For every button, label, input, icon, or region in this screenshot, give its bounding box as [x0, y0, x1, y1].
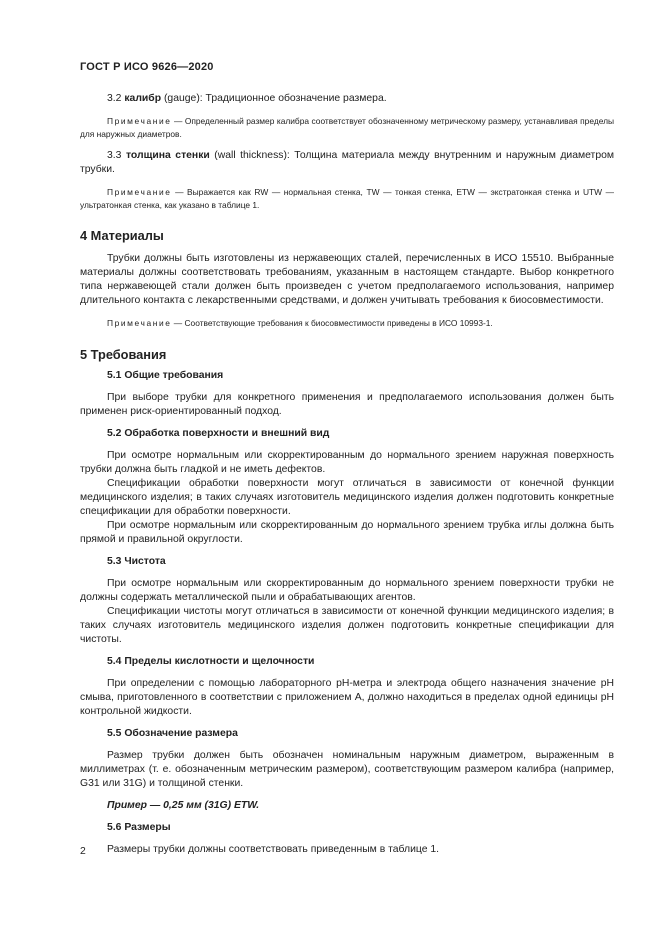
section-4-paragraph: Трубки должны быть изготовлены из нержавеющих сталей, перечисленных в ИСО 15510. Выбранные материалы должны соответствовать требованиям, указанным в настоящем стандарте. Выбор конкретного типа нержавеющей стали должен быть произведен с учетом предполагаемого использования, например длительного контакта с лекарственными средствами, и должен учитывать требования к биосовместимости. — [80, 253, 614, 306]
note-4-text: — Соответствующие требования к биосовместимости приведены в ИСО 10993-1. — [171, 318, 493, 328]
clause-3-2-definition: (gauge): Традиционное обозначение размера. — [161, 93, 387, 104]
subsection-5-4-paragraph: При определении с помощью лабораторного pH-метра и электрода общего назначения значение pH смыва, приготовленного в соответствии с приложением А, должно находиться в пределах одной единицы pH контрольной жидкости. — [80, 677, 614, 717]
subsection-5-5-paragraph: Размер трубки должен быть обозначен номинальным наружным диаметром, выраженным в миллиметрах (т. е. обозначенным метрическим размером), соответствующим размером калибра (например, G31 или 31G) и толщиной стенки. — [80, 749, 614, 789]
subsection-5-1-title: 5.1 Общие требования — [107, 369, 224, 381]
note-3-3 — [80, 186, 614, 211]
subsection-5-3-paragraph-1: При осмотре нормальным или скорректированным до нормального зрением поверхности трубки не должны содержать металлической пыли и обрабатывающих агентов. — [80, 577, 614, 603]
subsection-5-4-title: 5.4 Пределы кислотности и щелочности — [107, 655, 315, 667]
subsection-5-3-paragraph-2: Спецификации чистоты могут отличаться в зависимости от конечной функции медицинского изделия; в таких случаях изготовитель медицинского изделия должен подготовить конкретные спецификации для чистоты. — [80, 605, 614, 645]
note-label: Примечание — [107, 187, 172, 197]
subsection-5-3-title: 5.3 Чистота — [107, 555, 166, 567]
note-3-3-text: — Выражается как RW — нормальная стенка, TW — тонкая стенка, ETW — экстратонкая стенка и UTW — ультратонкая стенка, как указано в таблице 1. — [80, 187, 614, 210]
clause-3-2-term: калибр — [124, 93, 162, 104]
subsection-5-2-paragraph-2: Спецификации обработки поверхности могут отличаться в зависимости от конечной функции медицинского изделия; в таких случаях изготовитель медицинского изделия должен подготовить конкретные спецификации для обработки поверхности. — [80, 477, 614, 517]
section-4-title: 4 Материалы — [80, 228, 164, 243]
clause-3-2-number: 3.2 — [107, 93, 122, 104]
document-header: ГОСТ Р ИСО 9626—2020 — [80, 61, 214, 73]
subsection-5-6-title: 5.6 Размеры — [107, 821, 171, 833]
subsection-5-1-paragraph: При выборе трубки для конкретного применения и предполагаемого использования должен быть применен риск-ориентированный подход. — [80, 391, 614, 417]
subsection-5-5-title: 5.5 Обозначение размера — [107, 727, 238, 739]
subsection-5-2-paragraph-1: При осмотре нормальным или скорректированным до нормального зрением наружная поверхность трубки должна быть гладкой и не иметь дефектов. — [80, 449, 614, 475]
document-body — [80, 92, 614, 857]
note-label: Примечание — [107, 116, 172, 126]
clause-3-2 — [80, 92, 614, 106]
subsection-5-2-paragraph-3: При осмотре нормальным или скорректированным до нормального зрением трубка иглы должна быть прямой и правильной округлости. — [80, 519, 614, 545]
note-3-2 — [80, 115, 614, 140]
note-3-2-text: — Определенный размер калибра соответствует обозначенному метрическому размеру, устанавливая пределы для наружных диаметров. — [80, 116, 614, 139]
clause-3-3-term: толщина стенки — [125, 150, 210, 161]
clause-3-3-definition: (wall thickness): Толщина материала между внутренним и наружным диаметром трубки. — [80, 150, 615, 175]
clause-3-3 — [80, 149, 614, 177]
subsection-5-5-example: Пример — 0,25 мм (31G) ETW. — [107, 799, 260, 811]
clause-3-3-number: 3.3 — [107, 150, 122, 161]
subsection-5-6-paragraph: Размеры трубки должны соответствовать приведенным в таблице 1. — [107, 843, 440, 855]
page-number: 2 — [80, 846, 86, 857]
note-label: Примечание — [107, 318, 172, 328]
note-4 — [80, 317, 614, 330]
subsection-5-2-title: 5.2 Обработка поверхности и внешний вид — [107, 427, 330, 439]
section-5-title: 5 Требования — [80, 346, 167, 362]
